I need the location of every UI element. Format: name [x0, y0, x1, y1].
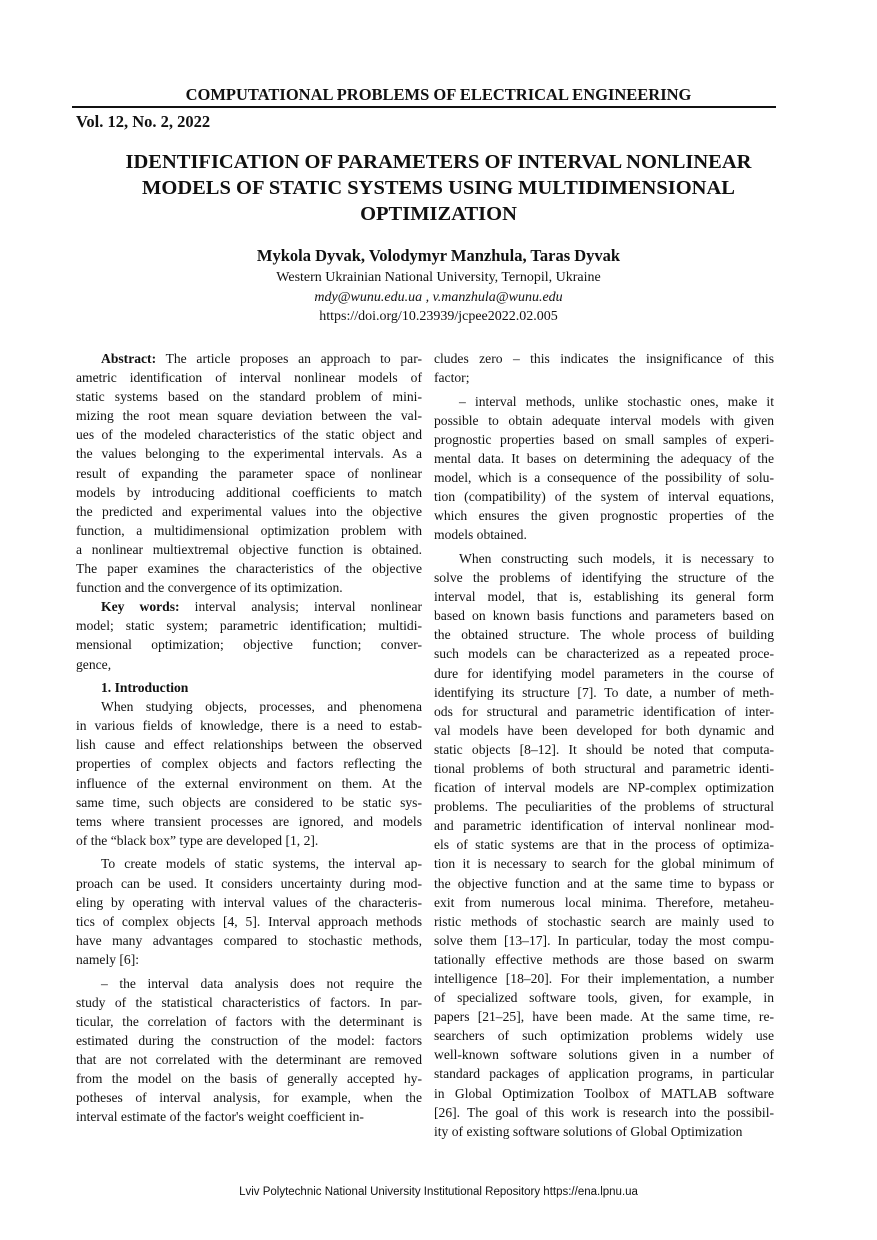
text-line — [76, 597, 422, 616]
text-line: ametric identification of interval nonlinear models of — [76, 370, 422, 386]
text-line: searchers of such optimization problems widely use — [434, 1028, 774, 1044]
text-line: factor; — [434, 370, 470, 386]
text-line: the obtained structure. The whole process of building — [434, 627, 774, 643]
text-line: models obtained. — [434, 527, 527, 543]
text-line: the predicted and experimental values into the objective — [76, 503, 422, 519]
text-line: have many advantages compared to stochastic methods, — [76, 932, 422, 948]
author-info — [0, 268, 877, 327]
text-line: model; static system; parametric identification; multidi- — [76, 618, 422, 634]
text-line: ristic methods of stochastic search are mainly used to — [434, 913, 774, 929]
text-line: model, which is a consequence of the possibility of solu- — [434, 470, 774, 486]
text-line: the objective function and at the same time to bypass or — [434, 875, 774, 891]
affiliation: Western Ukrainian National University, Ternopil, Ukraine — [276, 270, 601, 285]
text-line: The paper examines the characteristics of the objective — [76, 561, 422, 577]
section-heading: 1. Introduction — [101, 680, 189, 696]
text-line: val models have been developed for both dynamic and — [434, 722, 774, 738]
paragraph — [434, 549, 774, 1141]
text-line: from the model on the basis of generally accepted hy- — [76, 1070, 422, 1086]
text-line: namely [6]: — [76, 951, 140, 967]
text-line: fication of interval models are NP-complex optimization — [434, 780, 774, 796]
text-line: – interval methods, unlike stochastic ones, make it — [459, 393, 774, 409]
text-line: When studying objects, processes, and phenomena — [101, 699, 422, 715]
text-line: mental data. It bases on determining the adequacy of the — [434, 450, 774, 466]
text-line: possible to obtain adequate interval models with given — [434, 412, 774, 428]
text-line: els of static systems are that in the process of optimiza- — [434, 837, 774, 853]
text-line: mensional optimization; objective function; conver- — [76, 637, 422, 653]
volume-info: Vol. 12, No. 2, 2022 — [76, 112, 211, 131]
repository-footer: Lviv Polytechnic National University Institutional Repository https://ena.lpnu.ua — [239, 1186, 638, 1198]
text-line: study of the statistical characteristics of factors. In par- — [76, 994, 422, 1010]
text-line: standard packages of application programs, in particular — [434, 1066, 774, 1082]
paragraph — [76, 697, 422, 850]
title-line: MODELS OF STATIC SYSTEMS USING MULTIDIMENSIONAL — [142, 177, 735, 199]
text-line: and parametric identification of interval nonlinear mod- — [434, 818, 774, 834]
text-line: models by introducing additional coefficients to match — [76, 484, 422, 500]
text-line: that are not correlated with the determinant are removed — [76, 1051, 422, 1067]
text-line: the values belonging to the experimental intervals. As a — [76, 446, 422, 462]
text-line: tional problems of both structural and parametric identi- — [434, 760, 774, 776]
text-line: intelligence [18–20]. For their implementation, a number — [434, 971, 774, 986]
text-line: proach can be used. It considers uncertainty during mod- — [76, 875, 422, 891]
text-line: same time, such objects are considered to be static sys- — [76, 794, 422, 810]
text-line: result of expanding the parameter space of nonlinear — [76, 465, 422, 481]
text-line: influence of the external environment on them. At the — [76, 775, 422, 791]
line-text: The article proposes an approach to par- — [156, 351, 422, 366]
text-line: static objects [8–12]. It should be noted that computa- — [434, 741, 774, 757]
text-line: interval estimate of the factor's weight coefficient in- — [76, 1109, 364, 1125]
text-line: potheses of interval analysis, for example, when the — [76, 1090, 422, 1106]
text-line: solve them [13–17]. In particular, today the most compu- — [434, 932, 774, 948]
text-line: dure for identifying model parameters in the course of — [434, 665, 774, 681]
text-line: well-known software solutions given in a number of — [434, 1047, 774, 1063]
text-line: ues of the modeled characteristics of the static object and — [76, 427, 422, 443]
paragraph — [76, 597, 422, 673]
text-line: When constructing such models, it is necessary to — [459, 550, 774, 566]
paragraph — [76, 854, 422, 969]
text-line: identifying its structure [7]. To date, a number of meth- — [434, 684, 774, 700]
text-line: exit from numerous local minima. Therefore, metaheu- — [434, 894, 774, 910]
text-line: function and the convergence of its optimization. — [76, 580, 343, 596]
text-line: ticular, the correlation of factors with the determinant is — [76, 1013, 422, 1029]
left-column — [76, 349, 422, 1131]
text-line: To create models of static systems, the interval ap- — [101, 856, 422, 872]
doi-link[interactable]: https://doi.org/10.23939/jcpee2022.02.005 — [319, 309, 558, 324]
paragraph — [76, 349, 422, 597]
text-line: such models can be characterized as a repeated proce- — [434, 646, 774, 662]
emails: mdy@wunu.edu.ua , v.manzhula@wunu.edu — [314, 289, 563, 305]
text-line: – the interval data analysis does not require the — [101, 975, 422, 991]
text-line: cludes zero – this indicates the insignificance of this — [434, 351, 774, 366]
paragraph-lead: Abstract: — [101, 351, 157, 366]
text-line: based on known basis functions and parameters based on — [434, 608, 774, 624]
header-rule — [72, 106, 776, 108]
text-line: static systems based on the standard problem of mini- — [76, 389, 422, 405]
title-line: IDENTIFICATION OF PARAMETERS OF INTERVAL NONLINEAR — [125, 151, 752, 173]
text-line: interval model, that is, establishing its general form — [434, 589, 774, 605]
right-column — [434, 349, 774, 1145]
text-line: tion (compatibility) of the system of interval equations, — [434, 489, 774, 505]
paragraph — [434, 349, 774, 387]
text-line: tion it is necessary to search for the global minimum of — [434, 856, 774, 872]
text-line: estimated during the construction of the model: factors — [76, 1032, 422, 1048]
text-line: [26]. The goal of this work is research into the possibil- — [434, 1104, 774, 1120]
text-line: prognostic properties based on small samples of experi- — [434, 431, 774, 447]
text-line: lish cause and effect relationships between the observed — [76, 737, 422, 753]
text-line: tationally effective methods are those based on swarm — [434, 951, 774, 967]
text-line: of specialized software tools, given, for example, in — [434, 990, 774, 1006]
text-line: ity of existing software solutions of Global Optimization — [434, 1123, 743, 1139]
text-line: in Global Optimization Toolbox of MATLAB software — [434, 1085, 774, 1101]
text-line: in various fields of knowledge, there is a need to estab- — [76, 718, 422, 734]
text-line — [76, 349, 422, 368]
text-line: tems where transient processes are ignored, and models — [76, 813, 422, 829]
line-text: interval analysis; interval nonlinear — [179, 599, 422, 615]
paragraph — [76, 974, 422, 1127]
text-line: properties of complex objects and factors reflecting the — [76, 756, 422, 772]
journal-name: COMPUTATIONAL PROBLEMS OF ELECTRICAL ENGINEERING — [185, 85, 692, 104]
text-line: a nonlinear multiextremal objective function is obtained. — [76, 541, 422, 557]
text-line: which ensures the given prognostic properties of the — [434, 508, 774, 524]
text-line: ods for structural and parametric identification of inter- — [434, 703, 774, 719]
paragraph-lead: Key words: — [101, 599, 180, 615]
paragraph — [434, 392, 774, 545]
text-line: solve the problems of identifying the structure of the — [434, 570, 774, 586]
article-title — [60, 149, 817, 227]
text-line: tics of complex objects [4, 5]. Interval approach methods — [76, 913, 422, 929]
authors: Mykola Dyvak, Volodymyr Manzhula, Taras Dyvak — [256, 246, 621, 265]
text-line: papers [21–25], have been made. At the same time, re- — [434, 1009, 774, 1025]
text-line: problems. The peculiarities of the problems of structural — [434, 799, 774, 815]
text-line: mizing the root mean square deviation between the val- — [76, 408, 422, 424]
text-line: of the “black box” type are developed [1, 2]. — [76, 832, 319, 848]
text-line: eling by operating with interval values of the characteris- — [76, 894, 422, 910]
text-line: function, a multidimensional optimization problem with — [76, 522, 422, 538]
text-line: gence, — [76, 656, 112, 672]
title-line: OPTIMIZATION — [360, 203, 517, 225]
